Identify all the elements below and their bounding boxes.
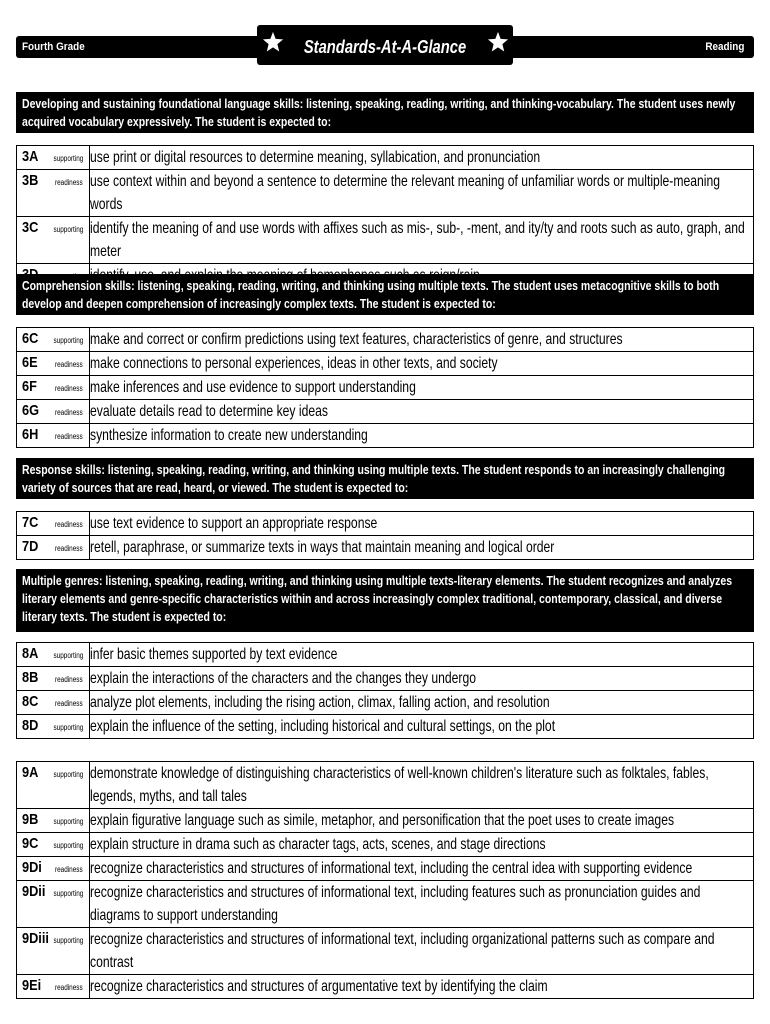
standard-code: 6G (22, 402, 40, 419)
standard-code: 8B (22, 669, 39, 686)
table-row (17, 328, 754, 352)
standards-table (16, 327, 754, 448)
standard-tag: supporting (53, 889, 83, 898)
standard-code: 8C (22, 693, 39, 710)
standard-code: 8D (22, 717, 39, 734)
standard-code: 9C (22, 835, 39, 852)
standard-text: explain figurative language such as simile, metaphor, and personification that the poet uses to create images (90, 812, 675, 829)
standard-text: synthesize information to create new understanding (90, 427, 368, 444)
table-row (17, 217, 754, 264)
standard-code: 7D (22, 538, 39, 555)
standard-text: evaluate details read to determine key ideas (90, 403, 328, 420)
table-row (17, 643, 754, 667)
table-row (17, 170, 754, 217)
standard-text: recognize characteristics and structures of informational text, including organizational patterns such as compare and contrast (90, 931, 715, 971)
standard-text: use context within and beyond a sentence to determine the relevant meaning of unfamiliar words or multiple-meaning words (90, 173, 720, 213)
standard-tag: supporting (53, 225, 83, 234)
standard-text: recognize characteristics and structures of informational text, including features such as pronunciation guides and diagrams to support understanding (90, 884, 701, 924)
standard-code: 6E (22, 354, 38, 371)
standard-text: make and correct or confirm predictions using text features, characteristics of genre, and structures (90, 331, 623, 348)
standard-tag: readiness (55, 699, 83, 708)
standard-tag: supporting (53, 651, 83, 660)
standard-tag: supporting (53, 841, 83, 850)
table-row (17, 146, 754, 170)
standards-table (16, 511, 754, 560)
standard-code: 6F (22, 378, 37, 395)
table-row (17, 424, 754, 448)
standard-text: make inferences and use evidence to support understanding (90, 379, 416, 396)
standard-code: 9Ei (22, 977, 42, 994)
standards-table (16, 642, 754, 739)
standard-text: make connections to personal experiences, ideas in other texts, and society (90, 355, 498, 372)
standard-text: explain structure in drama such as character tags, acts, scenes, and stage directions (90, 836, 546, 853)
standard-text: use text evidence to support an appropriate response (90, 515, 378, 532)
table-row (17, 536, 754, 560)
standard-tag: readiness (55, 675, 83, 684)
table-row (17, 691, 754, 715)
table-row (17, 928, 754, 975)
table-row (17, 512, 754, 536)
standard-text: recognize characteristics and structures of argumentative text by identifying the claim (90, 978, 548, 995)
section-intro: Comprehension skills: listening, speaking, reading, writing, and thinking using multiple texts. The student uses metacognitive skills to both develop and deepen comprehension of increasingly complex texts. The student is expected to: (16, 274, 754, 315)
table-row (17, 715, 754, 739)
standard-tag: readiness (55, 408, 83, 417)
page-title: Standards-At-A-Glance (303, 37, 467, 57)
standard-tag: readiness (55, 544, 83, 553)
standard-tag: supporting (53, 936, 83, 945)
standard-tag: readiness (55, 178, 83, 187)
standard-tag: readiness (55, 384, 83, 393)
standard-tag: supporting (53, 336, 83, 345)
standards-table (16, 761, 754, 999)
standard-code: 3B (22, 172, 39, 189)
standard-tag: readiness (55, 360, 83, 369)
standard-code: 6C (22, 330, 39, 347)
star-icon (262, 29, 284, 55)
standard-tag: readiness (55, 432, 83, 441)
standard-code: 9A (22, 764, 39, 781)
standard-text: recognize characteristics and structures of informational text, including the central idea with supporting evidence (90, 860, 693, 877)
standard-text: use print or digital resources to determine meaning, syllabication, and pronunciation (90, 149, 541, 166)
standard-tag: supporting (53, 770, 83, 779)
table-row (17, 667, 754, 691)
standard-tag: supporting (53, 723, 83, 732)
table-row (17, 881, 754, 928)
table-row (17, 400, 754, 424)
section-intro: Response skills: listening, speaking, reading, writing, and thinking using multiple texts. The student responds to an increasingly challenging variety of sources that are read, heard, or viewed. The student is expected to: (16, 458, 754, 499)
standard-code: 3C (22, 219, 39, 236)
standard-tag: readiness (55, 865, 83, 874)
table-row (17, 762, 754, 809)
standard-tag: readiness (55, 520, 83, 529)
table-row (17, 975, 754, 999)
star-icon (487, 29, 509, 55)
section-intro: Developing and sustaining foundational language skills: listening, speaking, reading, writing, and thinking-vocabulary. The student uses newly acquired vocabulary expressively. The student is expected to: (16, 92, 754, 133)
standard-text: explain the interactions of the characters and the changes they undergo (90, 670, 476, 687)
standard-tag: supporting (53, 817, 83, 826)
standard-code: 9B (22, 811, 39, 828)
standard-code: 8A (22, 645, 39, 662)
standard-code: 3A (22, 148, 39, 165)
standard-text: infer basic themes supported by text evidence (90, 646, 338, 663)
table-row (17, 857, 754, 881)
subject-label: Reading (704, 41, 744, 53)
standard-text: identify the meaning of and use words with affixes such as mis-, sub-, -ment, and ity/ty and roots such as auto, graph, and meter (90, 220, 745, 260)
standard-code: 6H (22, 426, 39, 443)
grade-label: Fourth Grade (22, 41, 85, 53)
standard-text: explain the influence of the setting, including historical and cultural settings, on the plot (90, 718, 556, 735)
standard-code: 7C (22, 514, 39, 531)
standard-text: analyze plot elements, including the rising action, climax, falling action, and resolution (90, 694, 550, 711)
standard-tag: readiness (55, 983, 83, 992)
standard-code: 9Di (22, 859, 42, 876)
table-row (17, 809, 754, 833)
standard-code: 9Dii (22, 883, 46, 900)
standard-text: demonstrate knowledge of distinguishing characteristics of well-known children's literature such as folktales, fables, legends, myths, and tall tales (90, 765, 709, 805)
standard-code: 9Diii (22, 930, 49, 947)
section-intro: Multiple genres: listening, speaking, reading, writing, and thinking using multiple texts-literary elements. The student recognizes and analyzes literary elements and genre-specific characteristics within and across increasingly complex traditional, contemporary, classical, and diverse literary texts. The student is expected to: (16, 569, 754, 632)
table-row (17, 833, 754, 857)
table-row (17, 352, 754, 376)
standards-table (16, 145, 754, 288)
standard-text: retell, paraphrase, or summarize texts in ways that maintain meaning and logical order (90, 539, 555, 556)
standard-tag: supporting (53, 154, 83, 163)
table-row (17, 376, 754, 400)
